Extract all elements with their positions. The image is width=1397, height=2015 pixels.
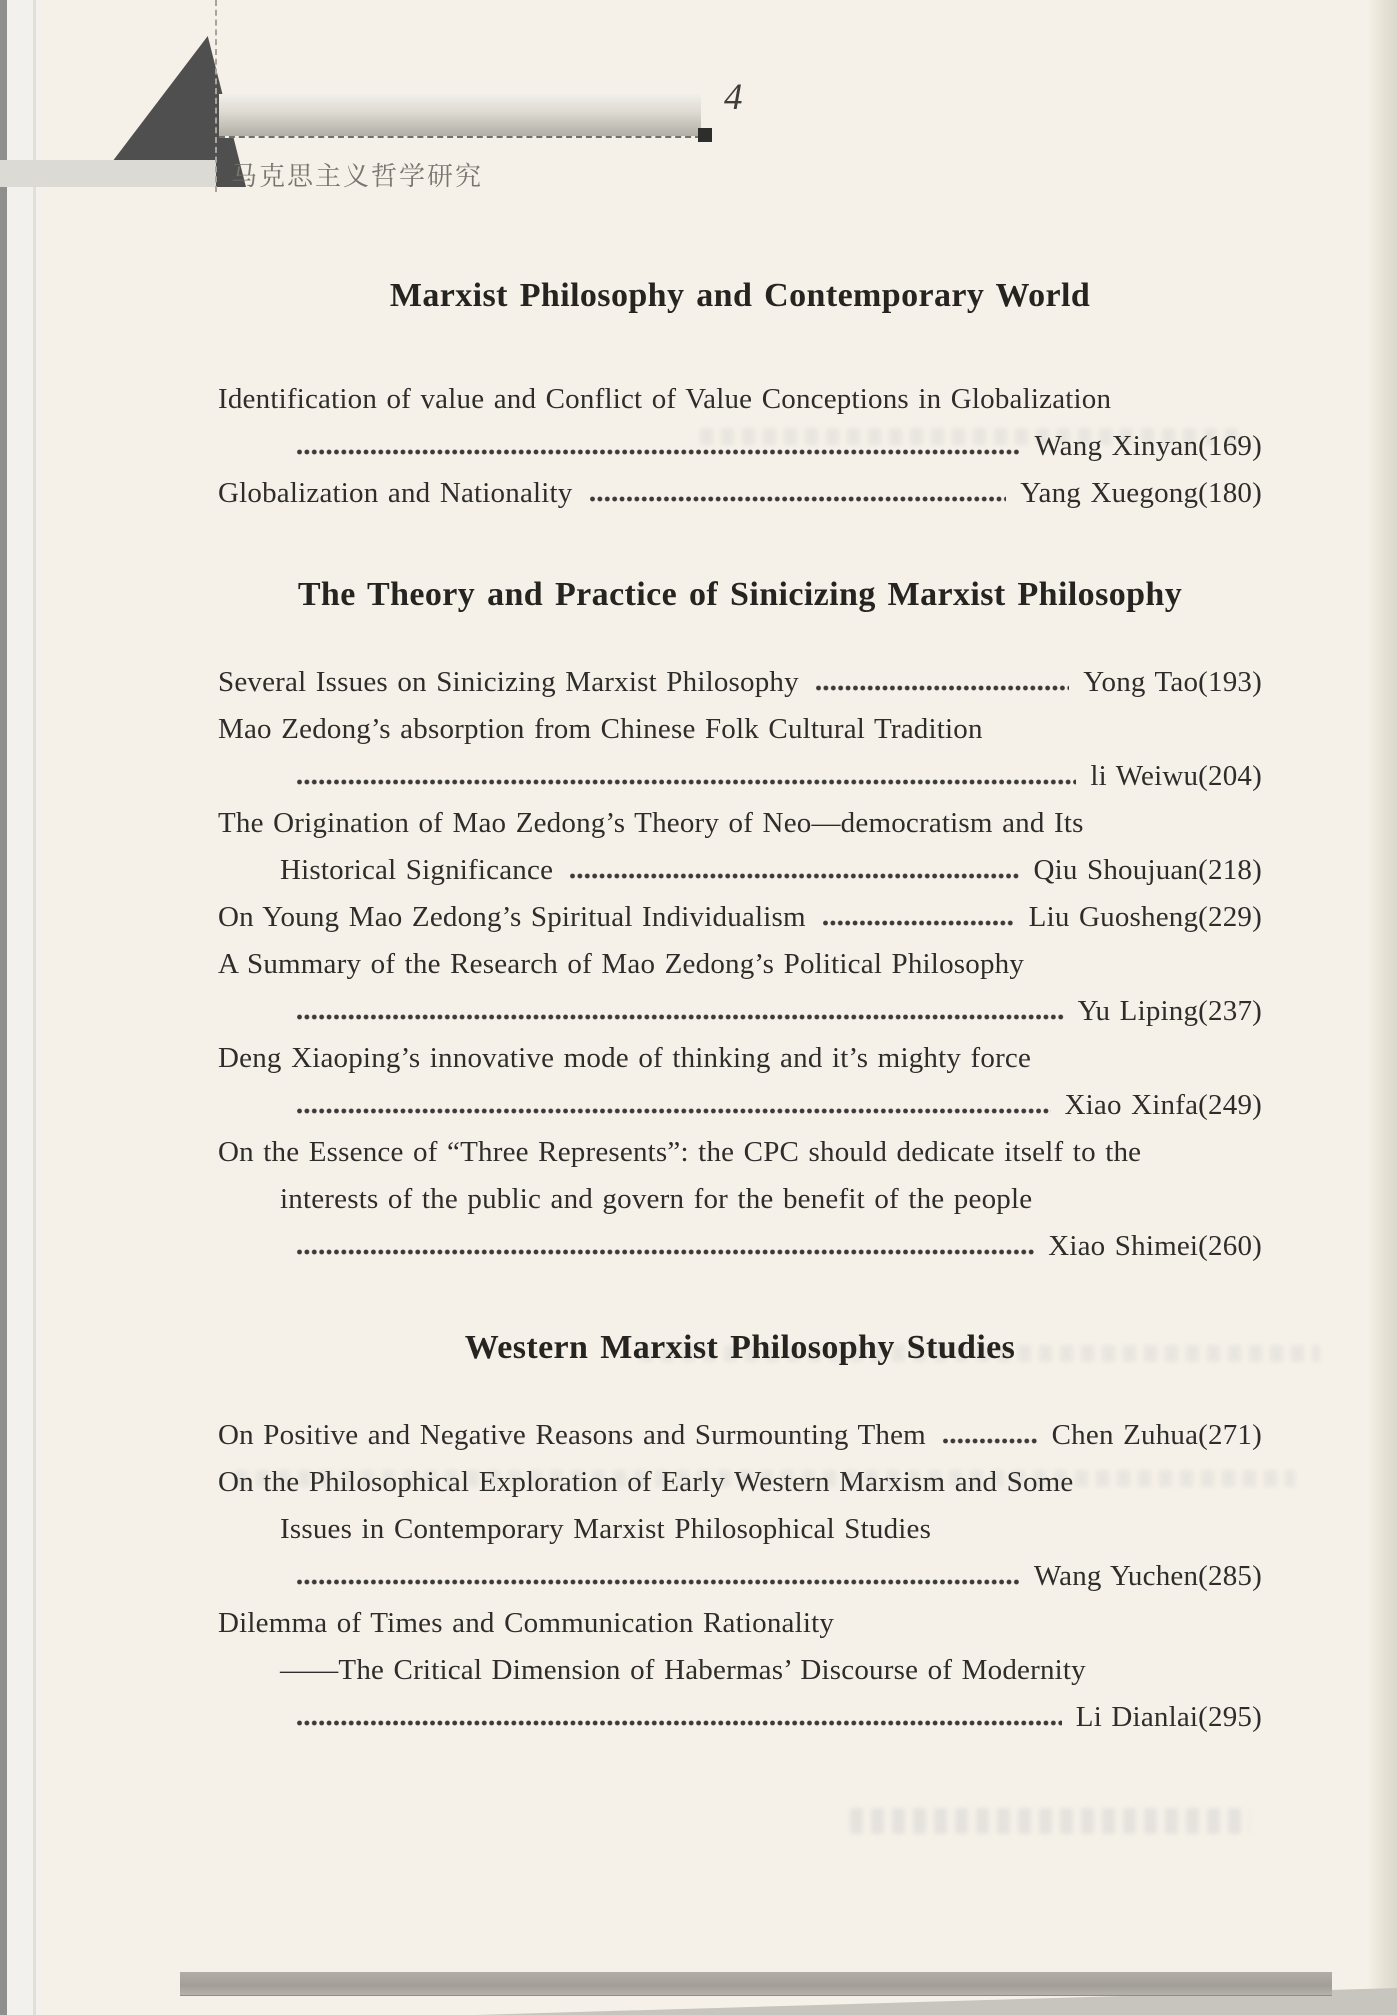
- toc-entry-line: [218, 1129, 1262, 1176]
- entry-author-page: Yu Liping(237): [1077, 995, 1262, 1027]
- dot-leader: [296, 1718, 1062, 1730]
- entry-author-page: Wang Xinyan(169): [1034, 430, 1262, 462]
- toc-entry-line: [218, 706, 1262, 753]
- entry-author-page: Yong Tao(193): [1083, 666, 1262, 698]
- dot-leader: [296, 777, 1076, 789]
- toc-entry-line: [218, 753, 1262, 800]
- bleed-through-artifact: [850, 1808, 1250, 1834]
- series-title-chinese: 马克思主义哲学研究: [231, 162, 484, 192]
- dot-leader: [296, 1247, 1034, 1259]
- toc-entry-line: [218, 1035, 1262, 1082]
- toc-entry-line: [218, 1176, 1262, 1223]
- toc-entry-line: [218, 1694, 1262, 1741]
- dot-leader: [296, 447, 1020, 459]
- scan-left-edge-line: [0, 0, 7, 2015]
- toc-entry-line: [218, 941, 1262, 988]
- toc-entry-line: [218, 1223, 1262, 1270]
- header-vertical-dashed-line: [215, 0, 217, 192]
- page-crease-line: [33, 0, 36, 2015]
- header-margin-band: [0, 160, 216, 187]
- entry-title: The Origination of Mao Zedong’s Theory of Neo—democratism and Its: [218, 807, 1084, 839]
- dot-leader: [296, 1577, 1020, 1589]
- entry-author-page: Chen Zuhua(271): [1051, 1419, 1262, 1451]
- page-right-edge-shadow: [1367, 0, 1397, 2015]
- entry-author-page: Wang Yuchen(285): [1033, 1560, 1262, 1592]
- entry-author-page: Liu Guosheng(229): [1028, 901, 1262, 933]
- entry-author-page: Qiu Shoujuan(218): [1033, 854, 1262, 886]
- entry-author-page: Xiao Xinfa(249): [1064, 1089, 1262, 1121]
- toc-entry-line: [218, 423, 1262, 470]
- toc-entry-line: [218, 1412, 1262, 1459]
- entry-title: On the Philosophical Exploration of Early Western Marxism and Some: [218, 1466, 1074, 1498]
- entry-title: Several Issues on Sinicizing Marxist Philosophy: [218, 666, 799, 698]
- dot-leader: [822, 918, 1015, 930]
- toc-entry-line: [218, 1600, 1262, 1647]
- dot-leader: [942, 1436, 1038, 1448]
- entry-title: interests of the public and govern for the benefit of the people: [280, 1183, 1033, 1215]
- entry-author-page: Li Dianlai(295): [1075, 1701, 1262, 1733]
- toc-entry-line: [218, 894, 1262, 941]
- toc-entry-line: [218, 1647, 1262, 1694]
- toc-entry-line: [218, 1553, 1262, 1600]
- dot-leader: [296, 1106, 1051, 1118]
- page-bottom-edge-bar: [180, 1972, 1332, 1995]
- section-heading: Marxist Philosophy and Contemporary World: [389, 277, 1091, 314]
- entry-title: On Positive and Negative Reasons and Surmounting Them: [218, 1419, 926, 1451]
- entry-title: ——The Critical Dimension of Habermas’ Discourse of Modernity: [280, 1654, 1086, 1686]
- page-number: 4: [724, 77, 743, 118]
- entry-author-page: li Weiwu(204): [1090, 760, 1262, 792]
- entry-title: Globalization and Nationality: [218, 477, 573, 509]
- dot-leader: [296, 1012, 1064, 1024]
- toc-entry-line: [218, 800, 1262, 847]
- entry-title: Identification of value and Conflict of Value Conceptions in Globalization: [218, 383, 1112, 415]
- entry-title: On the Essence of “Three Represents”: the CPC should dedicate itself to the: [218, 1136, 1142, 1168]
- entry-title: A Summary of the Research of Mao Zedong’s Political Philosophy: [218, 948, 1025, 980]
- entry-title: Issues in Contemporary Marxist Philosophical Studies: [280, 1513, 932, 1545]
- entry-title: On Young Mao Zedong’s Spiritual Individualism: [218, 901, 806, 933]
- toc-entry-line: [218, 1459, 1262, 1506]
- entry-title: Deng Xiaoping’s innovative mode of thinking and it’s mighty force: [218, 1042, 1032, 1074]
- toc-entry-line: [218, 847, 1262, 894]
- entry-author-page: Xiao Shimei(260): [1048, 1230, 1262, 1262]
- dot-leader: [569, 871, 1019, 883]
- toc-entry-line: [218, 376, 1262, 423]
- entry-author-page: Yang Xuegong(180): [1020, 477, 1262, 509]
- entry-title: Mao Zedong’s absorption from Chinese Folk Cultural Tradition: [218, 713, 983, 745]
- toc-entry-line: [218, 470, 1262, 517]
- section-heading: The Theory and Practice of Sinicizing Marxist Philosophy: [297, 576, 1183, 613]
- entry-title: Dilemma of Times and Communication Rationality: [218, 1607, 835, 1639]
- dot-leader: [589, 494, 1007, 506]
- header-gradient-bar: [219, 94, 701, 138]
- toc-entry-line: [218, 1506, 1262, 1553]
- toc-entry-line: [218, 1082, 1262, 1129]
- toc-entry-line: [218, 659, 1262, 706]
- toc-entry-line: [218, 988, 1262, 1035]
- section-heading: Western Marxist Philosophy Studies: [464, 1329, 1016, 1366]
- header-bar-end-square: [698, 128, 712, 142]
- dot-leader: [815, 683, 1069, 695]
- entry-title: Historical Significance: [280, 854, 554, 886]
- table-of-contents: [218, 276, 1262, 1741]
